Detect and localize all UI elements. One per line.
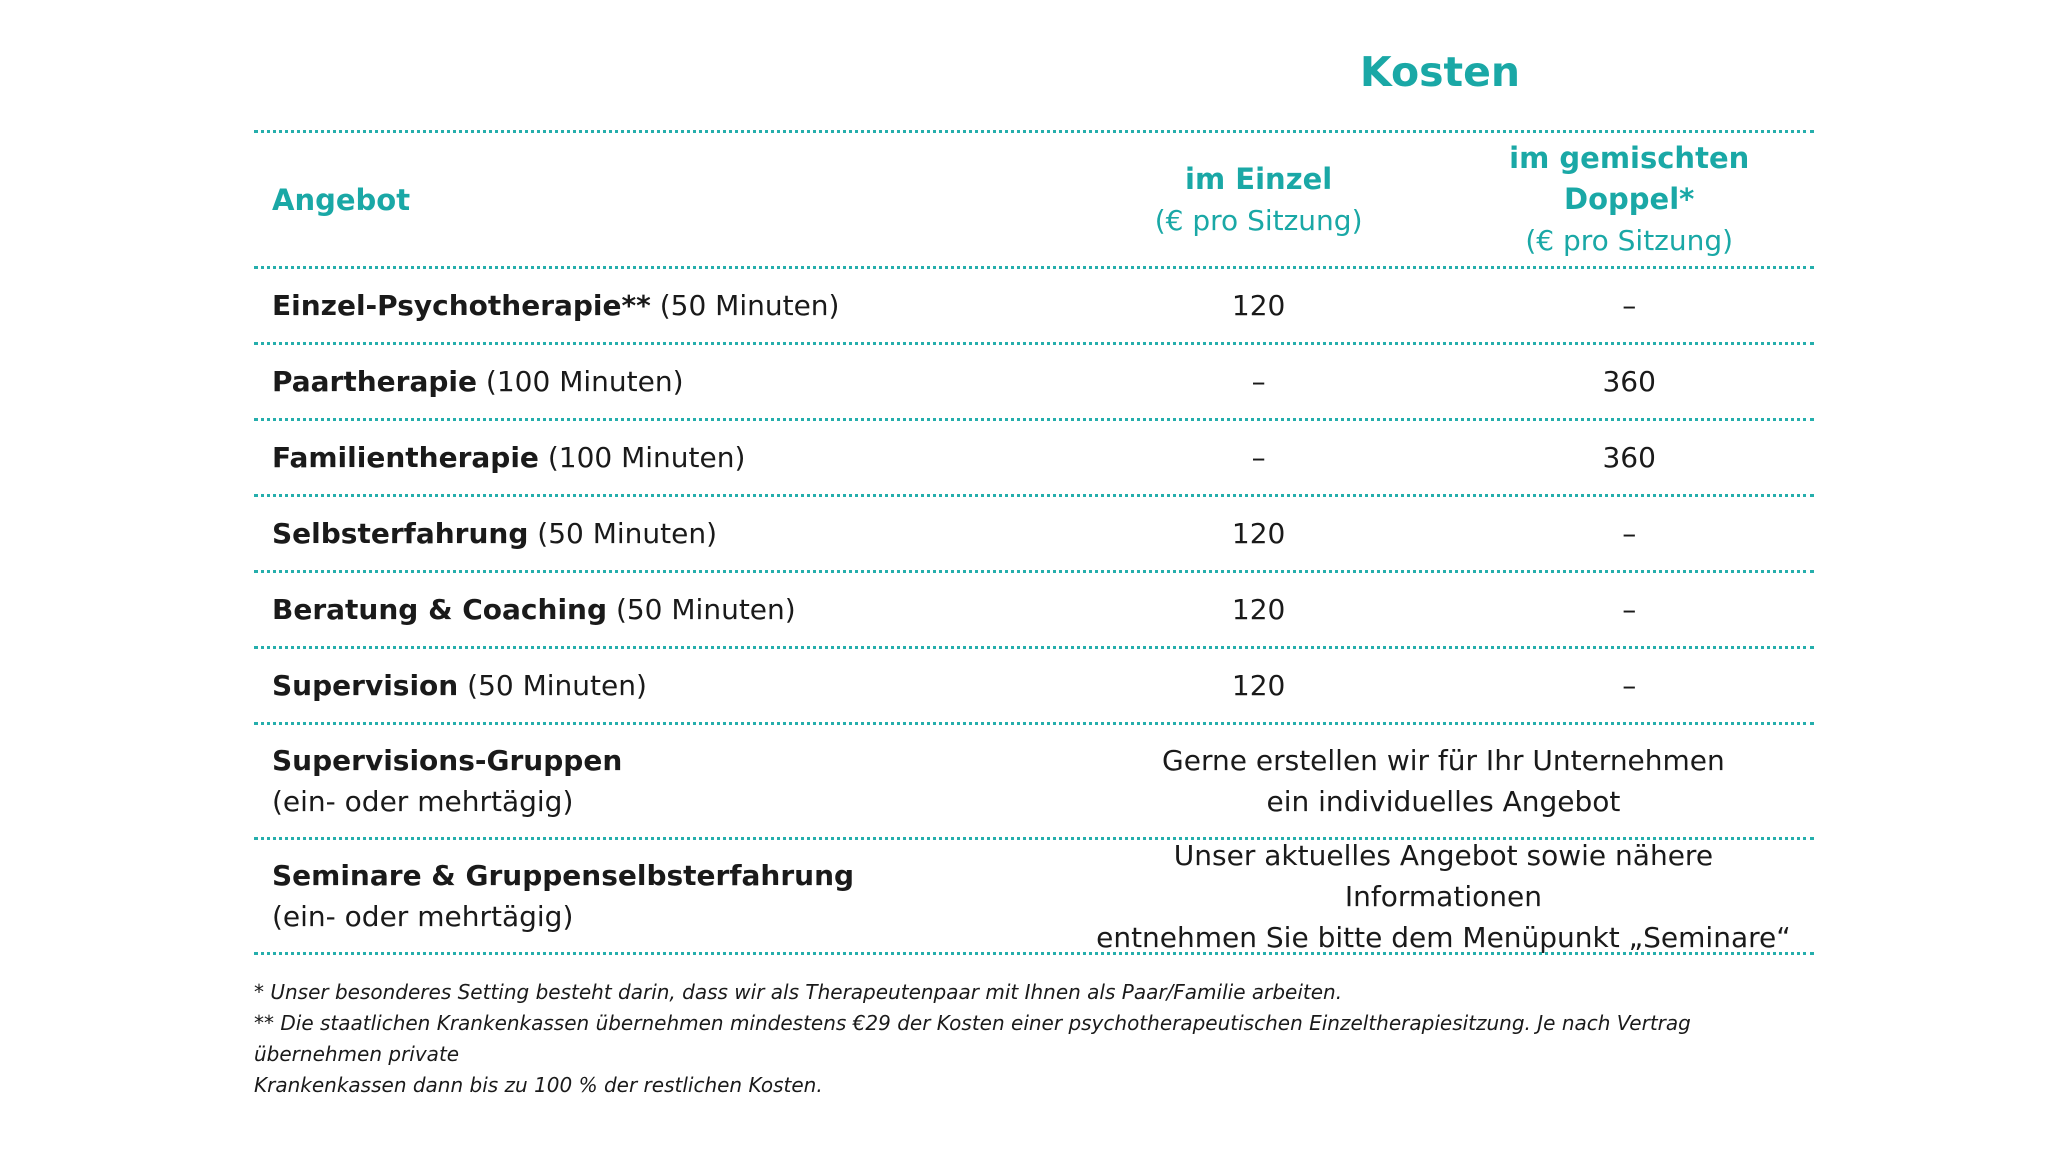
- row-einzel: 120: [1231, 289, 1286, 322]
- row-duration: (50 Minuten): [659, 289, 840, 322]
- row-label: [254, 669, 1073, 702]
- row-label: [254, 365, 1073, 398]
- row-doppel: 360: [1602, 441, 1656, 474]
- table-row: [254, 269, 1814, 342]
- row-label: [254, 740, 1073, 822]
- row-info-line: Unser aktuelles Angebot sowie nähere Informationen: [1173, 838, 1714, 913]
- row-duration: (50 Minuten): [467, 669, 647, 702]
- row-doppel: –: [1622, 593, 1637, 626]
- row-sub: (ein- oder mehrtägig): [272, 785, 574, 818]
- table-row: [254, 649, 1814, 722]
- footnote-2-line2: Krankenkassen dann bis zu 100 % der restlichen Kosten.: [254, 1073, 823, 1097]
- row-name: Supervisions-Gruppen: [272, 744, 623, 777]
- row-info: [1073, 835, 1814, 958]
- price-table: [254, 130, 1814, 955]
- row-name: Paartherapie: [272, 365, 478, 398]
- row-duration: (50 Minuten): [537, 517, 718, 550]
- row-einzel: –: [1251, 365, 1266, 398]
- header-angebot: [254, 183, 1073, 217]
- row-name: Einzel-Psychotherapie**: [272, 289, 651, 322]
- footnote-1: * Unser besonderes Setting besteht darin, dass wir als Therapeutenpaar mit Ihnen als Paar/Familie arbeiten.: [254, 980, 1343, 1004]
- row-label: [254, 593, 1073, 626]
- row-name: Familientherapie: [272, 441, 539, 474]
- row-einzel: 120: [1231, 593, 1286, 626]
- row-einzel: –: [1251, 441, 1266, 474]
- row-label: [254, 855, 1073, 937]
- row-einzel: 120: [1231, 669, 1286, 702]
- table-row: [254, 725, 1814, 837]
- table-row: [254, 840, 1814, 952]
- row-doppel: –: [1622, 669, 1637, 702]
- header-einzel: [1073, 159, 1445, 241]
- row-info-line: ein individuelles Angebot: [1266, 785, 1621, 818]
- row-doppel: 360: [1602, 365, 1656, 398]
- row-name: Supervision: [272, 669, 459, 702]
- row-label: [254, 517, 1073, 550]
- table-row: [254, 497, 1814, 570]
- row-info-line: entnehmen Sie bitte dem Menüpunkt „Seminare“: [1096, 920, 1791, 954]
- header-doppel: [1444, 138, 1814, 261]
- row-info: [1073, 740, 1814, 822]
- table-header: [254, 133, 1814, 266]
- row-info-line: Gerne erstellen wir für Ihr Unternehmen: [1162, 744, 1725, 777]
- table-row: [254, 345, 1814, 418]
- row-duration: (50 Minuten): [615, 593, 796, 626]
- footnote-2-line1: ** Die staatlichen Krankenkassen übernehmen mindestens €29 der Kosten einer psychotherapeutischen Einzeltherapiesitzung. Je nach Vertrag übernehmen private: [254, 1011, 1691, 1066]
- header-angebot-label: Angebot: [272, 182, 411, 217]
- header-einzel-label: im Einzel: [1185, 161, 1333, 196]
- row-einzel: 120: [1231, 517, 1286, 550]
- row-label: [254, 289, 1073, 322]
- table-title: Kosten: [1359, 48, 1521, 96]
- row-doppel: –: [1622, 289, 1637, 322]
- header-doppel-label: im gemischten Doppel*: [1509, 141, 1750, 216]
- table-row: [254, 421, 1814, 494]
- table-row: [254, 573, 1814, 646]
- row-sub: (ein- oder mehrtägig): [272, 900, 574, 933]
- row-duration: (100 Minuten): [547, 441, 746, 474]
- row-doppel: –: [1622, 517, 1637, 550]
- footnotes: [254, 977, 1814, 1101]
- header-einzel-sub: (€ pro Sitzung): [1154, 203, 1363, 237]
- row-label: [254, 441, 1073, 474]
- header-doppel-sub: (€ pro Sitzung): [1525, 224, 1734, 257]
- row-duration: (100 Minuten): [485, 365, 684, 398]
- row-name: Seminare & Gruppenselbsterfahrung: [272, 859, 855, 892]
- row-name: Beratung & Coaching: [272, 593, 608, 626]
- row-name: Selbsterfahrung: [272, 517, 529, 550]
